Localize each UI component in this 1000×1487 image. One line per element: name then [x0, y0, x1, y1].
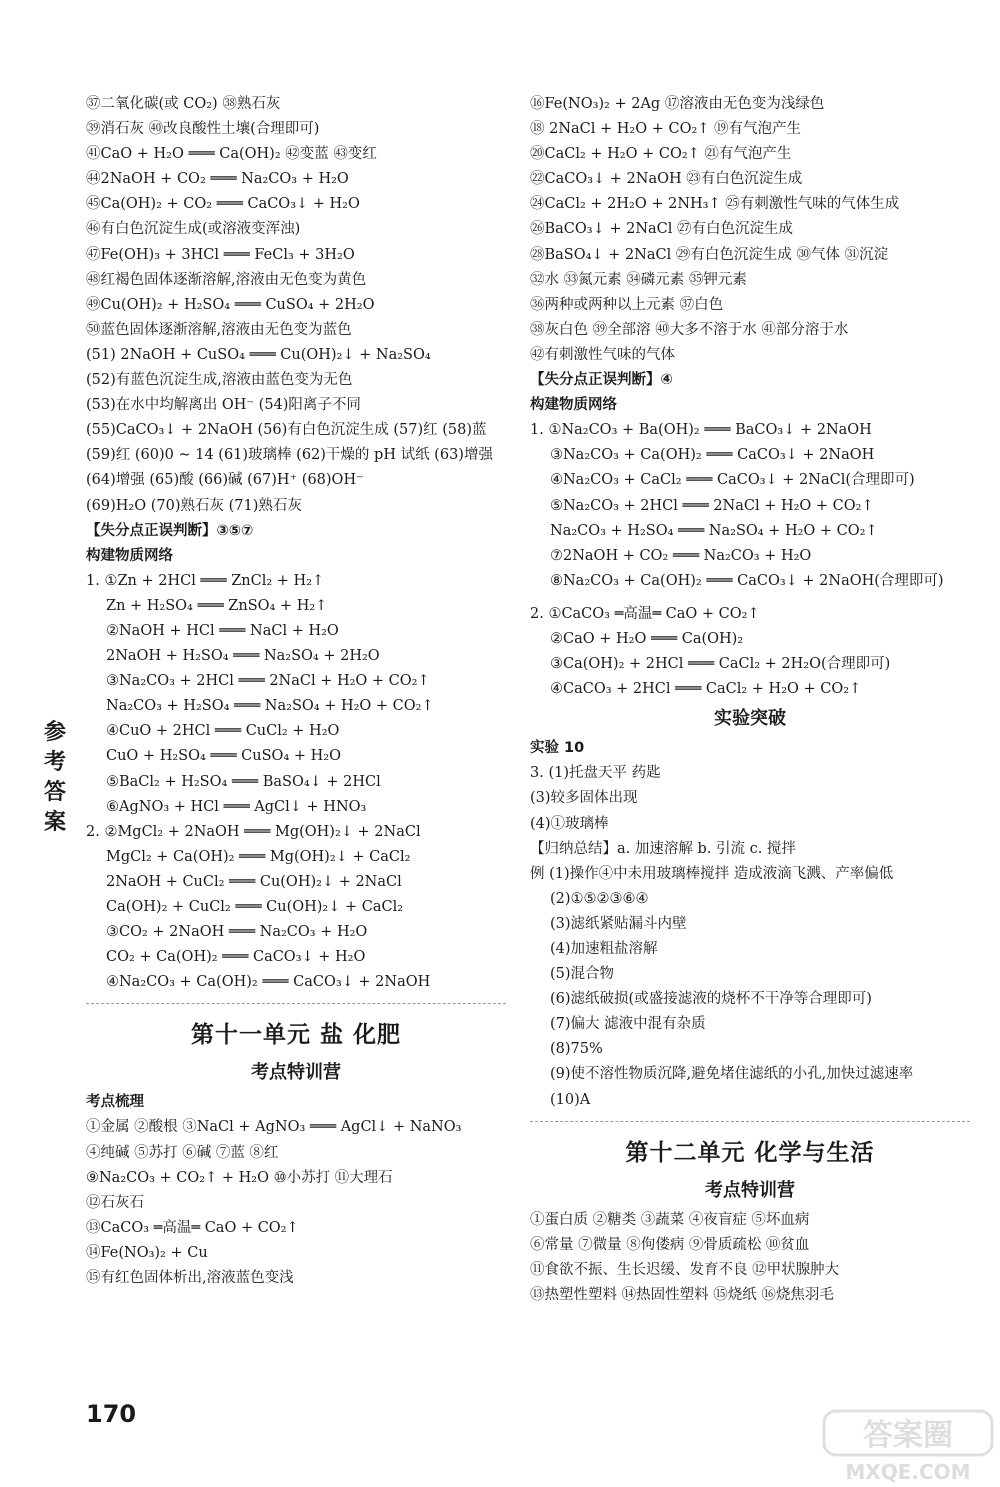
watermark-bottom: MXQE.COM: [845, 1460, 971, 1484]
answer-line: ⑨Na₂CO₃ + CO₂↑ + H₂O ⑩小苏打 ⑪大理石: [86, 1169, 393, 1186]
answer-line: (3)较多固体出现: [530, 790, 638, 807]
answer-line: (2)①⑤②③⑥④: [550, 890, 649, 907]
answer-line: ③Ca(OH)₂ + 2HCl ═══ CaCl₂ + 2H₂O(合理即可): [550, 656, 891, 673]
answer-line: ㊶CaO + H₂O ═══ Ca(OH)₂ ㊷变蓝 ㊸变红: [86, 146, 377, 163]
answer-line: ⑥AgNO₃ + HCl ═══ AgCl↓ + HNO₃: [106, 798, 367, 815]
answer-line: ㉘BaSO₄↓ + 2NaCl ㉙有白色沉淀生成 ㉚气体 ㉛沉淀: [530, 246, 889, 263]
answer-line: ⑤Na₂CO₃ + 2HCl ═══ 2NaCl + H₂O + CO₂↑: [550, 497, 874, 514]
answer-line: 3. (1)托盘天平 药匙: [530, 765, 661, 782]
answer-line: ㉔CaCl₂ + 2H₂O + 2NH₃↑ ㉕有刺激性气味的气体生成: [530, 196, 900, 213]
answer-line: ⑬CaCO₃ ═高温═ CaO + CO₂↑: [86, 1219, 299, 1236]
answer-line: ㊾Cu(OH)₂ + H₂SO₄ ═══ CuSO₄ + 2H₂O: [86, 296, 375, 313]
answer-line: ⑭Fe(NO₃)₂ + Cu: [86, 1244, 208, 1261]
side-char: 参: [44, 720, 67, 745]
answer-line: ⑯Fe(NO₃)₂ + 2Ag ⑰溶液由无色变为浅绿色: [530, 96, 825, 112]
answer-line: ③CO₂ + 2NaOH ═══ Na₂CO₃ + H₂O: [106, 924, 368, 941]
answer-line: ④CaCO₃ + 2HCl ═══ CaCl₂ + H₂O + CO₂↑: [550, 681, 862, 698]
answer-line: (3)滤纸紧贴漏斗内壁: [550, 915, 687, 932]
answer-line: (9)使不溶性物质沉降,避免堵住滤纸的小孔,加快过滤速率: [550, 1066, 914, 1083]
right-column: [530, 92, 970, 1308]
answer-line: (64)增强 (65)酸 (66)碱 (67)H⁺ (68)OH⁻: [86, 472, 364, 489]
answer-line: ㊼Fe(OH)₃ + 3HCl ═══ FeCl₃ + 3H₂O: [86, 246, 355, 263]
answer-line: Na₂CO₃ + H₂SO₄ ═══ Na₂SO₄ + H₂O + CO₂↑: [106, 698, 434, 715]
answer-line: ㉒CaCO₃↓ + 2NaOH ㉓有白色沉淀生成: [530, 171, 803, 188]
answer-line: 2. ①CaCO₃ ═高温═ CaO + CO₂↑: [530, 605, 760, 622]
answer-line: ③Na₂CO₃ + Ca(OH)₂ ═══ CaCO₃↓ + 2NaOH: [550, 447, 875, 464]
answer-line: (4)①玻璃棒: [530, 815, 609, 832]
answer-line: ⑪食欲不振、生长迟缓、发育不良 ⑫甲状腺肿大: [530, 1261, 840, 1278]
answer-line: MgCl₂ + Ca(OH)₂ ═══ Mg(OH)₂↓ + CaCl₂: [106, 848, 411, 865]
answer-line: ⑤BaCl₂ + H₂SO₄ ═══ BaSO₄↓ + 2HCl: [106, 773, 381, 790]
answer-line: (4)加速粗盐溶解: [550, 941, 658, 957]
answer-line: ㉖BaCO₃↓ + 2NaCl ㉗有白色沉淀生成: [530, 221, 794, 238]
answer-line: Zn + H₂SO₄ ═══ ZnSO₄ + H₂↑: [106, 597, 328, 614]
answer-line: (55)CaCO₃↓ + 2NaOH (56)有白色沉淀生成 (57)红 (58)蓝: [86, 422, 487, 439]
answer-line: 2. ②MgCl₂ + 2NaOH ═══ Mg(OH)₂↓ + 2NaCl: [86, 823, 421, 840]
section-heading: 考点梳理: [86, 1094, 144, 1111]
answer-line: ㊽红褐色固体逐渐溶解,溶液由无色变为黄色: [86, 271, 367, 288]
unit-title: 第十一单元 盐 化肥: [190, 1022, 401, 1049]
answer-line: (6)滤纸破损(或盛接滤液的烧杯不干净等合理即可): [550, 991, 872, 1008]
answer-line: 例 (1)操作④中未用玻璃棒搅拌 造成液滴飞溅、产率偏低: [530, 865, 894, 882]
answer-line: (52)有蓝色沉淀生成,溶液由蓝色变为无色: [86, 372, 353, 389]
answer-line: ⑳CaCl₂ + H₂O + CO₂↑ ㉑有气泡产生: [530, 146, 792, 163]
answer-line: ②CaO + H₂O ═══ Ca(OH)₂: [550, 630, 744, 647]
unit-title: 第十二单元 化学与生活: [625, 1139, 875, 1166]
answer-line: ㊻有白色沉淀生成(或溶液变浑浊): [86, 221, 301, 238]
answer-line: (69)H₂O (70)熟石灰 (71)熟石灰: [86, 497, 302, 514]
answer-line: ⑥常量 ⑦微量 ⑧佝偻病 ⑨骨质疏松 ⑩贫血: [530, 1236, 810, 1253]
answer-line: 2NaOH + H₂SO₄ ═══ Na₂SO₄ + 2H₂O: [106, 648, 380, 665]
answer-line: CuO + H₂SO₄ ═══ CuSO₄ + H₂O: [106, 748, 341, 765]
answer-line: ②NaOH + HCl ═══ NaCl + H₂O: [106, 622, 339, 639]
section-heading: 构建物质网络: [86, 547, 173, 564]
answer-line: ④Na₂CO₃ + Ca(OH)₂ ═══ CaCO₃↓ + 2NaOH: [106, 974, 431, 991]
side-char: 答: [44, 780, 67, 805]
answer-line: ④纯碱 ⑤苏打 ⑥碱 ⑦蓝 ⑧红: [86, 1144, 279, 1161]
section-subtitle: 考点特训营: [251, 1062, 341, 1084]
answer-line: ㊺Ca(OH)₂ + CO₂ ═══ CaCO₃↓ + H₂O: [86, 196, 360, 213]
answer-line: ①金属 ②酸根 ③NaCl + AgNO₃ ═══ AgCl↓ + NaNO₃: [86, 1119, 462, 1136]
side-label: [44, 718, 70, 838]
answer-line: ⑮有红色固体析出,溶液蓝色变浅: [86, 1270, 294, 1287]
section-divider: [530, 1121, 970, 1122]
answer-line: 2NaOH + CuCl₂ ═══ Cu(OH)₂↓ + 2NaCl: [106, 873, 402, 890]
answer-line: ⑧Na₂CO₃ + Ca(OH)₂ ═══ CaCO₃↓ + 2NaOH(合理即可): [550, 572, 944, 589]
section-divider: [86, 1003, 506, 1004]
answer-line: 1. ①Na₂CO₃ + Ba(OH)₂ ═══ BaCO₃↓ + 2NaOH: [530, 422, 872, 439]
answer-line: ⑬热塑性塑料 ⑭热固性塑料 ⑮烧纸 ⑯烧焦羽毛: [530, 1286, 834, 1303]
section-subtitle: 考点特训营: [705, 1179, 795, 1201]
answer-line: ⑱ 2NaCl + H₂O + CO₂↑ ⑲有气泡产生: [530, 121, 802, 138]
answer-line: ③Na₂CO₃ + 2HCl ═══ 2NaCl + H₂O + CO₂↑: [106, 673, 430, 690]
answer-line: ㊱两种或两种以上元素 ㊲白色: [530, 296, 724, 313]
answer-line: ⑦2NaOH + CO₂ ═══ Na₂CO₃ + H₂O: [550, 547, 812, 564]
answer-line: (10)A: [550, 1091, 591, 1108]
answer-line: (5)混合物: [550, 966, 615, 983]
answer-line: ㊴消石灰 ㊵改良酸性土壤(合理即可): [86, 121, 320, 138]
answer-line: (59)红 (60)0 ~ 14 (61)玻璃棒 (62)干燥的 pH 试纸 (63)增强: [86, 447, 493, 464]
answer-line: ㊷有刺激性气味的气体: [530, 346, 675, 363]
side-char: 考: [44, 750, 67, 775]
answer-line: ㊲二氧化碳(或 CO₂) ㊳熟石灰: [86, 96, 281, 112]
section-heading: 【失分点正误判断】③⑤⑦: [86, 522, 254, 539]
answer-line: ⑫石灰石: [86, 1194, 144, 1211]
watermark-top: 答案圈: [863, 1418, 953, 1453]
answer-line: (8)75%: [550, 1041, 603, 1058]
spacer: [530, 594, 970, 602]
answer-line: ①蛋白质 ②糖类 ③蔬菜 ④夜盲症 ⑤坏血病: [530, 1211, 810, 1228]
left-column: [86, 92, 506, 1291]
side-char: 案: [44, 810, 67, 835]
answer-line: 【归纳总结】a. 加速溶解 b. 引流 c. 搅拌: [530, 840, 796, 857]
section-subtitle: 实验突破: [714, 708, 786, 730]
watermark-logo: [818, 1405, 998, 1485]
section-heading: 构建物质网络: [530, 397, 617, 414]
answer-line: ㉜水 ㉝氮元素 ㉞磷元素 ㉟钾元素: [530, 271, 747, 288]
answer-line: ㊳灰白色 ㊴全部溶 ㊵大多不溶于水 ㊶部分溶于水: [530, 321, 849, 338]
answer-line: (51) 2NaOH + CuSO₄ ═══ Cu(OH)₂↓ + Na₂SO₄: [86, 346, 431, 363]
answer-line: (53)在水中均解离出 OH⁻ (54)阳离子不同: [86, 397, 361, 414]
answer-line: CO₂ + Ca(OH)₂ ═══ CaCO₃↓ + H₂O: [106, 949, 366, 966]
answer-line: ④CuO + 2HCl ═══ CuCl₂ + H₂O: [106, 723, 340, 740]
answer-line: ㊿蓝色固体逐渐溶解,溶液由无色变为蓝色: [86, 321, 352, 338]
answer-line: 1. ①Zn + 2HCl ═══ ZnCl₂ + H₂↑: [86, 572, 325, 589]
section-heading: 【失分点正误判断】④: [530, 372, 673, 389]
answer-line: ㊹2NaOH + CO₂ ═══ Na₂CO₃ + H₂O: [86, 171, 349, 188]
answer-line: (7)偏大 滤液中混有杂质: [550, 1016, 706, 1033]
answer-line: Ca(OH)₂ + CuCl₂ ═══ Cu(OH)₂↓ + CaCl₂: [106, 899, 404, 915]
answer-line: ④Na₂CO₃ + CaCl₂ ═══ CaCO₃↓ + 2NaCl(合理即可): [550, 472, 915, 489]
page-number: 170: [86, 1400, 137, 1428]
answer-line: Na₂CO₃ + H₂SO₄ ═══ Na₂SO₄ + H₂O + CO₂↑: [550, 522, 878, 539]
section-heading: 实验 10: [530, 740, 585, 757]
